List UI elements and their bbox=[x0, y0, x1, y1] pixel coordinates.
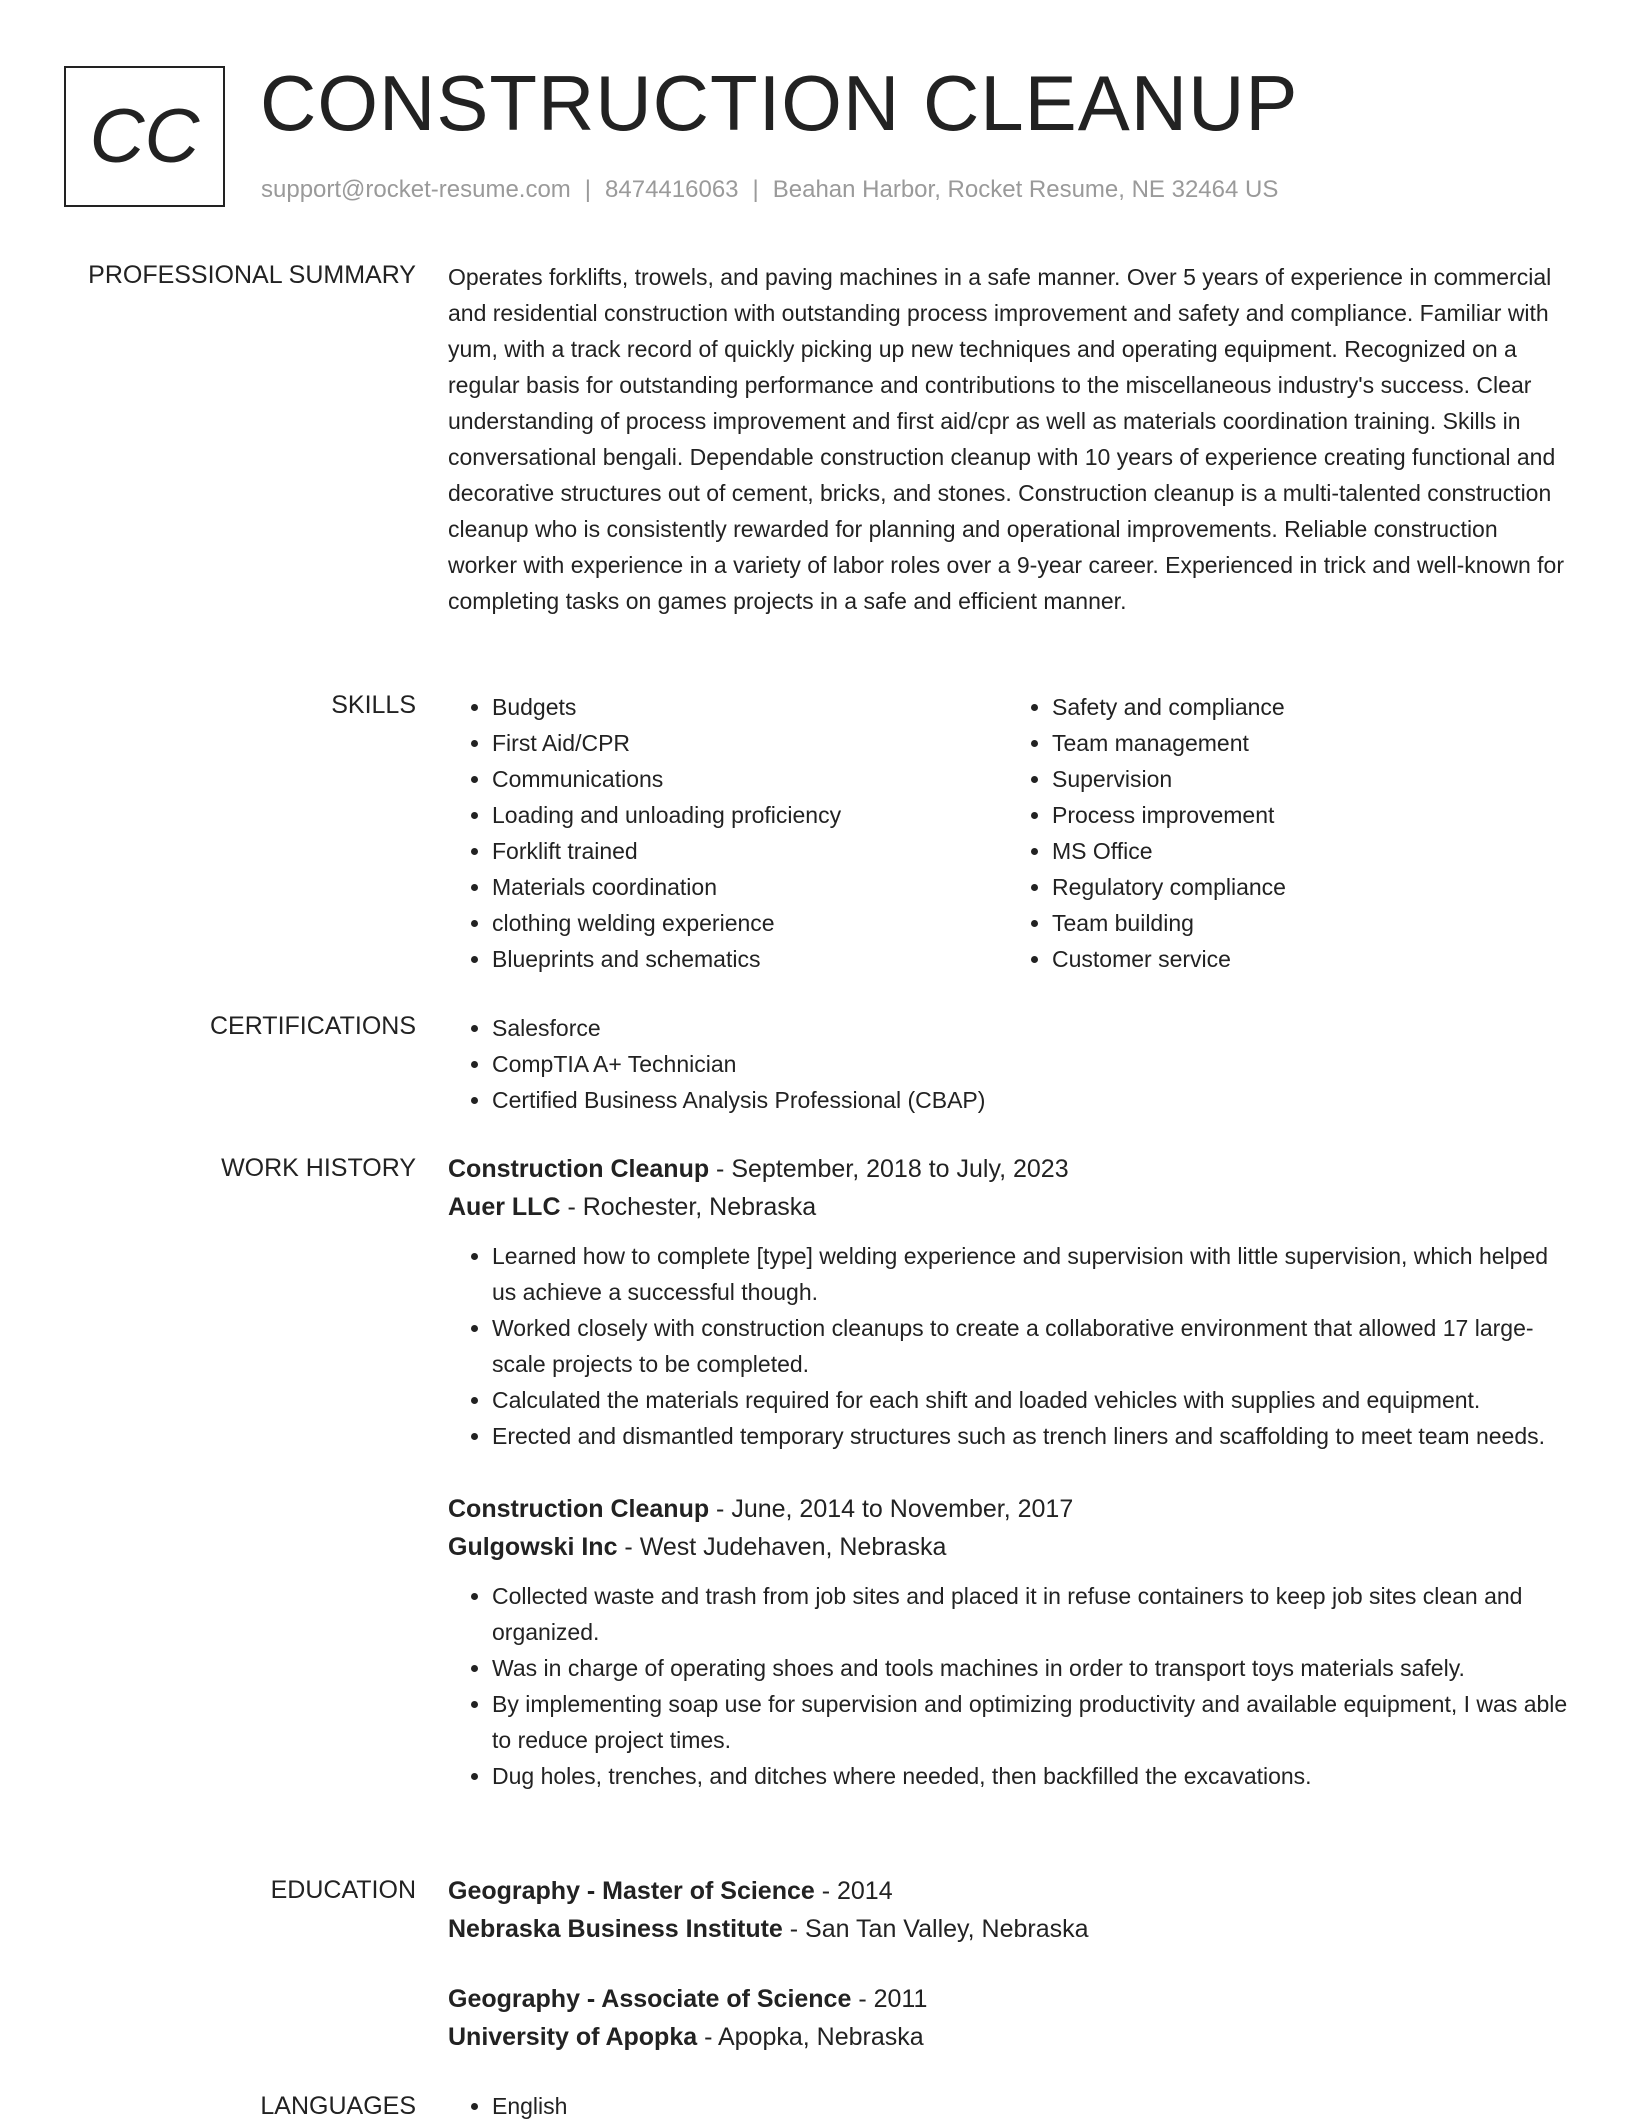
contact-email[interactable]: support@rocket-resume.com bbox=[261, 176, 571, 203]
education-degree: Geography - Master of Science bbox=[448, 1877, 815, 1905]
contact-phone[interactable]: 8474416063 bbox=[605, 176, 739, 203]
work-history-label: WORK HISTORY bbox=[221, 1154, 416, 1182]
job-entry bbox=[448, 1490, 1568, 1794]
job-duty: • Was in charge of operating shoes and tools machines in order to transport toys materials safely. bbox=[492, 1650, 1568, 1686]
job-duty: • By implementing soap use for supervision and optimizing productivity and available equipment, I was able to reduce project times. bbox=[492, 1686, 1568, 1758]
skill-item: • Team management bbox=[1052, 725, 1568, 761]
summary-text: Operates forklifts, trowels, and paving machines in a safe manner. Over 5 years of experience in commercial and residential construction with outstanding process improvement and safety and compliance. Familiar with yum, with a track record of quickly picking up new techniques and operating equipment. Recognized on a regular basis for outstanding performance and contributions to the miscellaneous industry's success. Clear understanding of process improvement and first aid/cpr as well as materials coordination training. Skills in conversational bengali. Dependable construction cleanup with 10 years of experience creating functional and decorative structures out of cement, bricks, and stones. Construction cleanup is a multi-talented construction cleanup who is consistently rewarded for planning and operational improvements. Reliable construction worker with experience in a variety of labor roles over a 9-year career. Experienced in trick and well-known for completing tasks on games projects in a safe and efficient manner. bbox=[448, 264, 1565, 614]
skill-item: • Communications bbox=[492, 761, 1008, 797]
education-body bbox=[448, 1872, 1568, 2056]
education-degree: Geography - Associate of Science bbox=[448, 1985, 852, 2013]
skills-columns bbox=[448, 689, 1568, 977]
education-location: - San Tan Valley, Nebraska bbox=[782, 1915, 1089, 1943]
job-dates: - September, 2018 to July, 2023 bbox=[709, 1155, 1069, 1183]
skill-item: • Regulatory compliance bbox=[1052, 869, 1568, 905]
language-item: • English bbox=[492, 2088, 1568, 2124]
skill-item: • Customer service bbox=[1052, 941, 1568, 977]
certification-item: • Salesforce bbox=[492, 1010, 1568, 1046]
skill-item: • MS Office bbox=[1052, 833, 1568, 869]
contact-address: Beahan Harbor, Rocket Resume, NE 32464 US bbox=[772, 176, 1279, 203]
job-duties bbox=[448, 1578, 1568, 1794]
education-entry bbox=[448, 1980, 1568, 2056]
job-duty: • Calculated the materials required for each shift and loaded vehicles with supplies and equipment. bbox=[492, 1382, 1568, 1418]
job-company: Auer LLC bbox=[448, 1193, 561, 1221]
job-duty: • Learned how to complete [type] welding experience and supervision with little supervision, which helped us achieve a successful though. bbox=[492, 1238, 1568, 1310]
job-title-line bbox=[448, 1490, 1568, 1528]
skill-item: • clothing welding experience bbox=[492, 905, 1008, 941]
education-location: - Apopka, Nebraska bbox=[697, 2023, 924, 2051]
education-year: - 2014 bbox=[814, 1877, 893, 1905]
job-company: Gulgowski Inc bbox=[448, 1533, 618, 1561]
monogram-logo bbox=[64, 66, 225, 207]
education-school-line bbox=[448, 1910, 1568, 1948]
certifications-list bbox=[448, 1010, 1568, 1118]
certification-item: • Certified Business Analysis Professional (CBAP) bbox=[492, 1082, 1568, 1118]
education-degree-line bbox=[448, 1872, 1568, 1910]
skill-item: • Supervision bbox=[1052, 761, 1568, 797]
job-title-line bbox=[448, 1150, 1568, 1188]
skill-item: • Safety and compliance bbox=[1052, 689, 1568, 725]
education-label: EDUCATION bbox=[270, 1876, 416, 1904]
skill-item: • Forklift trained bbox=[492, 833, 1008, 869]
contact-line bbox=[261, 176, 1278, 204]
job-title: Construction Cleanup bbox=[448, 1495, 710, 1523]
job-entry bbox=[448, 1150, 1568, 1454]
skills-list-right bbox=[1008, 689, 1568, 977]
job-title: Construction Cleanup bbox=[448, 1155, 710, 1183]
skill-item: • Materials coordination bbox=[492, 869, 1008, 905]
education-entry bbox=[448, 1872, 1568, 1948]
skill-item: • Process improvement bbox=[1052, 797, 1568, 833]
education-school-line bbox=[448, 2018, 1568, 2056]
skills-list-left bbox=[448, 689, 1008, 977]
job-duty: • Erected and dismantled temporary structures such as trench liners and scaffolding to meet team needs. bbox=[492, 1418, 1568, 1454]
job-duty: • Dug holes, trenches, and ditches where needed, then backfilled the excavations. bbox=[492, 1758, 1568, 1794]
certifications-label: CERTIFICATIONS bbox=[209, 1012, 416, 1040]
job-company-line bbox=[448, 1528, 1568, 1566]
skill-item: • Loading and unloading proficiency bbox=[492, 797, 1008, 833]
skill-item: • First Aid/CPR bbox=[492, 725, 1008, 761]
certifications-body bbox=[448, 1010, 1568, 1118]
job-location: - Rochester, Nebraska bbox=[560, 1193, 817, 1221]
job-duties bbox=[448, 1238, 1568, 1454]
monogram-initials: CC bbox=[89, 94, 200, 179]
job-location: - West Judehaven, Nebraska bbox=[617, 1533, 947, 1561]
job-duty: • Worked closely with construction cleanups to create a collaborative environment that allowed 17 large-scale projects to be completed. bbox=[492, 1310, 1568, 1382]
skills-label: SKILLS bbox=[331, 691, 416, 719]
languages-label: LANGUAGES bbox=[260, 2092, 416, 2120]
education-school: Nebraska Business Institute bbox=[448, 1915, 783, 1943]
contact-separator: | bbox=[752, 176, 759, 203]
certification-item: • CompTIA A+ Technician bbox=[492, 1046, 1568, 1082]
languages-list bbox=[448, 2088, 1568, 2124]
job-duty: • Collected waste and trash from job sites and placed it in refuse containers to keep job sites clean and organized. bbox=[492, 1578, 1568, 1650]
job-dates: - June, 2014 to November, 2017 bbox=[709, 1495, 1074, 1523]
education-degree-line bbox=[448, 1980, 1568, 2018]
skill-item: • Blueprints and schematics bbox=[492, 941, 1008, 977]
work-history-body bbox=[448, 1150, 1568, 1794]
skill-item: • Team building bbox=[1052, 905, 1568, 941]
skill-item: • Budgets bbox=[492, 689, 1008, 725]
contact-separator: | bbox=[584, 176, 592, 203]
job-company-line bbox=[448, 1188, 1568, 1226]
education-year: - 2011 bbox=[851, 1985, 928, 2013]
languages-body bbox=[448, 2088, 1568, 2124]
resume-name: CONSTRUCTION CLEANUP bbox=[260, 59, 1299, 147]
education-school: University of Apopka bbox=[448, 2023, 698, 2051]
summary-label: PROFESSIONAL SUMMARY bbox=[88, 261, 416, 289]
